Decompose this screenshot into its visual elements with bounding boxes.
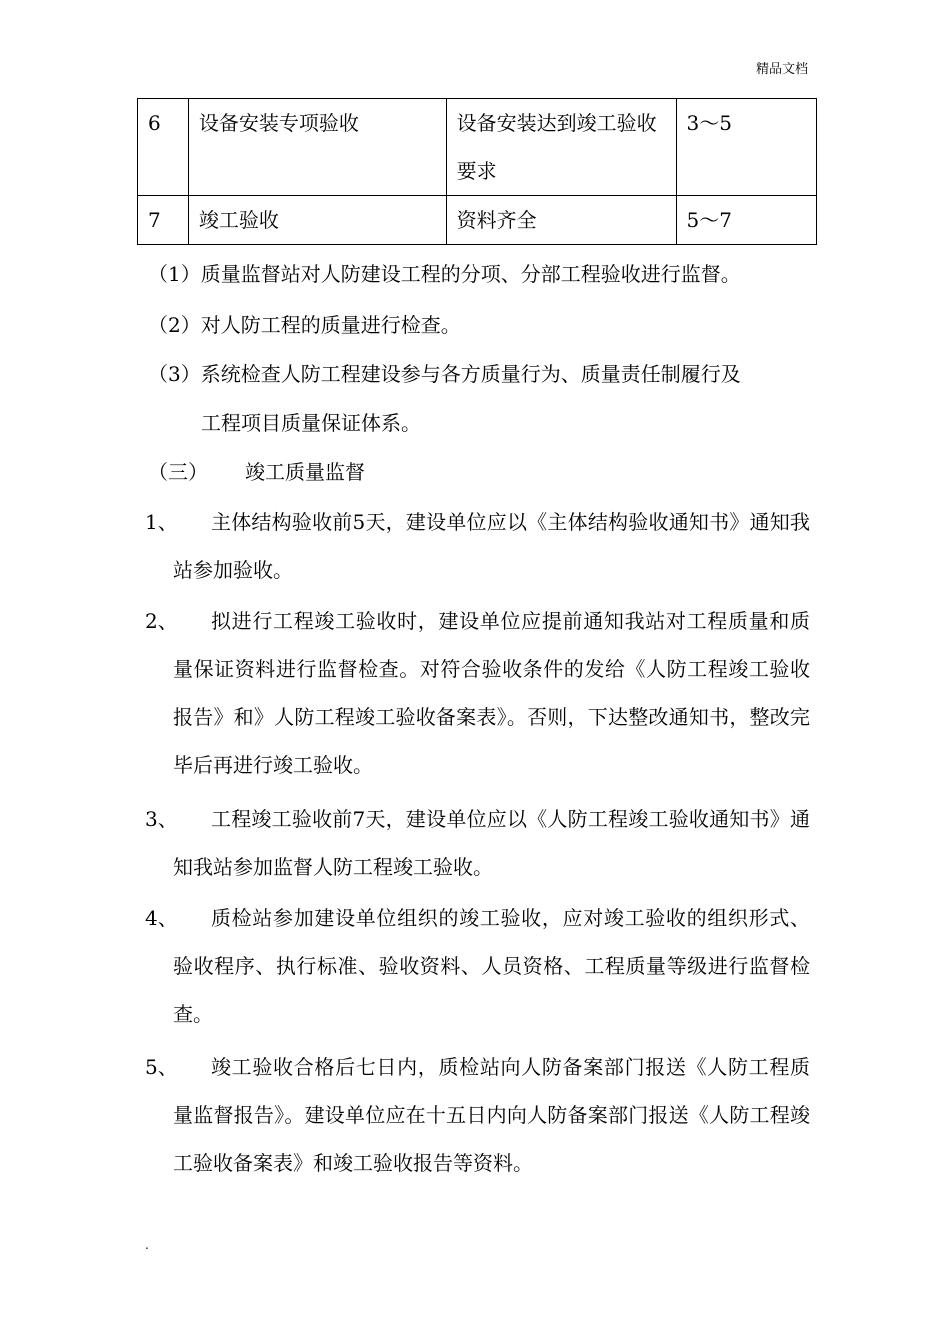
row-condition: 资料齐全 [446,196,676,245]
list-item-number: 4、 [145,906,178,930]
list-item-text: 主体结构验收前5天，建设单位应以《主体结构验收通知书》通知我站参加验收。 [173,510,810,582]
row-days: 3～5 [676,99,816,196]
list-item [145,1043,810,1187]
row-condition: 设备安装达到竣工验收要求 [446,99,676,196]
note-3: （3）系统检查人防工程建设参与各方质量行为、质量责任制履行及 [148,362,741,386]
table-row [138,99,817,196]
note-3-continued: 工程项目质量保证体系。 [201,411,421,435]
row-item: 竣工验收 [188,196,446,245]
note-2: （2）对人防工程的质量进行检查。 [148,313,461,337]
row-days: 5～7 [676,196,816,245]
table-row [138,196,817,245]
list-item-number: 5、 [145,1055,178,1079]
list-item-number: 2、 [145,609,178,633]
list-item-text: 质检站参加建设单位组织的竣工验收，应对竣工验收的组织形式、验收程序、执行标准、验收资料、人员资格、工程质量等级进行监督检查。 [173,906,810,1026]
section-label: （三） [148,460,208,484]
list-item-number: 3、 [145,807,178,831]
acceptance-table [137,98,817,245]
row-number: 7 [138,196,189,245]
list-item [145,795,810,891]
footer-dot: . [145,1238,149,1252]
section-title: 竣工质量监督 [245,460,365,484]
list-item-text: 拟进行工程竣工验收时，建设单位应提前通知我站对工程质量和质量保证资料进行监督检查。对符合验收条件的发给《人防工程竣工验收报告》和》人防工程竣工验收备案表》。否则，下达整改通知书，整改完毕后再进行竣工验收。 [173,609,810,777]
row-number: 6 [138,99,189,196]
list-item [145,597,810,789]
list-item-text: 竣工验收合格后七日内，质检站向人防备案部门报送《人防工程质量监督报告》。建设单位应在十五日内向人防备案部门报送《人防工程竣工验收备案表》和竣工验收报告等资料。 [173,1055,810,1175]
list-item [145,498,810,594]
row-item: 设备安装专项验收 [188,99,446,196]
list-item-number: 1、 [145,510,178,534]
list-item-text: 工程竣工验收前7天，建设单位应以《人防工程竣工验收通知书》通知我站参加监督人防工程竣工验收。 [173,807,810,879]
list-item [145,894,810,1038]
page-header-mark: 精品文档 [755,62,808,77]
note-1: （1）质量监督站对人防建设工程的分项、分部工程验收进行监督。 [148,262,741,286]
